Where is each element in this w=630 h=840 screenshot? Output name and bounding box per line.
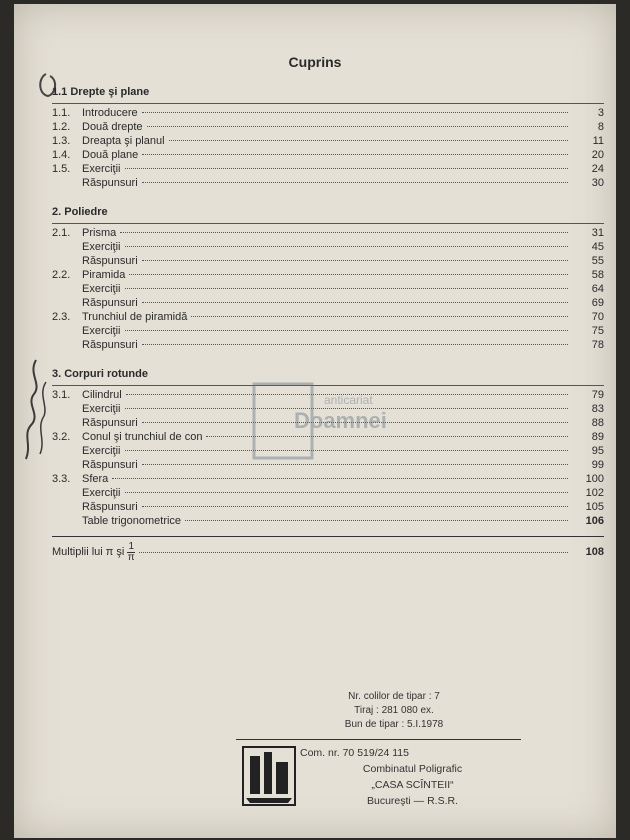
toc-label: Prisma <box>82 227 117 239</box>
pi-fraction <box>127 542 135 563</box>
imprint-print-run: Tiraj : 281 080 ex. <box>354 705 434 716</box>
toc-page: 108 <box>585 546 604 558</box>
toc-num: 3.3. <box>52 473 71 485</box>
watermark-text-top: anticariat <box>324 393 373 407</box>
toc-label: Exerciţii <box>82 241 121 253</box>
toc-label: Exerciţii <box>82 403 121 415</box>
toc-row-multiples <box>52 537 604 567</box>
toc-page: 102 <box>585 487 604 499</box>
dot-leader <box>125 168 568 169</box>
toc-label: Exerciţii <box>82 325 121 337</box>
toc-row <box>52 324 604 338</box>
toc-page: 55 <box>591 255 604 267</box>
dot-leader <box>120 232 568 233</box>
toc-label: Dreapta şi planul <box>82 135 165 147</box>
dot-leader <box>129 274 568 275</box>
book-page <box>14 4 616 838</box>
dot-leader <box>125 492 568 493</box>
toc-page: 31 <box>591 227 604 239</box>
toc-num: 1.3. <box>52 135 71 147</box>
toc-num: 2.3. <box>52 311 71 323</box>
printer-order-number: Com. nr. 70 519/24 115 <box>300 747 409 759</box>
toc-page: 3 <box>597 107 604 119</box>
toc-label <box>52 537 135 567</box>
fraction-denominator: π <box>127 551 135 563</box>
toc-label: Sfera <box>82 473 109 485</box>
toc-page: 8 <box>597 121 604 133</box>
toc-row <box>52 514 604 528</box>
dot-leader <box>142 112 568 113</box>
printer-name: Combinatul Poligrafic <box>362 763 463 775</box>
toc-page: 45 <box>591 241 604 253</box>
toc-page: 88 <box>591 417 604 429</box>
divider <box>52 103 604 104</box>
toc-row <box>52 338 604 352</box>
toc-row <box>52 268 604 282</box>
toc-label: Cilindrul <box>82 389 122 401</box>
toc-page: 20 <box>591 149 604 161</box>
toc-row <box>52 310 604 324</box>
toc-row <box>52 134 604 148</box>
toc-label: Exerciţii <box>82 487 121 499</box>
printer-block <box>300 745 525 809</box>
toc-row <box>52 254 604 268</box>
dot-leader <box>125 288 568 289</box>
toc-row <box>52 296 604 310</box>
toc-row <box>52 106 604 120</box>
toc-label: Exerciţii <box>82 445 121 457</box>
toc-label: Exerciţii <box>82 283 121 295</box>
toc-page: 83 <box>591 403 604 415</box>
dot-leader <box>142 182 568 183</box>
toc-label: Conul şi trunchiul de con <box>82 431 203 443</box>
section-heading-1: 1.1 Drepte şi plane <box>52 86 150 98</box>
toc-row <box>52 148 604 162</box>
toc-row <box>52 176 604 190</box>
toc-label: Trunchiul de piramidă <box>82 311 188 323</box>
toc-row <box>52 226 604 240</box>
toc-num: 3.1. <box>52 389 71 401</box>
printer-location: Bucureşti — R.S.R. <box>366 795 459 807</box>
toc-num: 1.2. <box>52 121 71 133</box>
toc-label: Piramida <box>82 269 126 281</box>
imprint-sheets: Nr. colilor de tipar : 7 <box>348 691 440 702</box>
toc-row <box>52 500 604 514</box>
toc-label: Răspunsuri <box>82 417 138 429</box>
toc-label: Introducere <box>82 107 138 119</box>
printer-logo <box>242 746 296 806</box>
toc-num: 1.5. <box>52 163 71 175</box>
toc-page: 78 <box>591 339 604 351</box>
toc-page: 58 <box>591 269 604 281</box>
multiples-label: Multiplii lui π şi <box>52 546 125 558</box>
dot-leader <box>142 506 568 507</box>
toc-num: 3.2. <box>52 431 71 443</box>
watermark-logo <box>252 382 414 462</box>
section-heading-3: 3. Corpuri rotunde <box>52 368 148 380</box>
page-title: Cuprins <box>288 54 342 70</box>
dot-leader <box>185 520 568 521</box>
toc-page: 69 <box>591 297 604 309</box>
toc-page: 95 <box>591 445 604 457</box>
dot-leader <box>169 140 568 141</box>
dot-leader <box>125 330 568 331</box>
imprint-block <box>269 690 519 732</box>
dot-leader <box>139 552 568 553</box>
toc-label: Răspunsuri <box>82 255 138 267</box>
toc-label: Două drepte <box>82 121 143 133</box>
dot-leader <box>112 478 568 479</box>
divider <box>236 739 521 740</box>
toc-label: Două plane <box>82 149 139 161</box>
toc-row <box>52 162 604 176</box>
toc-row <box>52 240 604 254</box>
toc-row <box>52 486 604 500</box>
toc-page: 24 <box>591 163 604 175</box>
dot-leader <box>191 316 568 317</box>
table-of-contents <box>52 84 604 567</box>
imprint-print-date: Bun de tipar : 5.I.1978 <box>344 719 444 730</box>
toc-label: Table trigonometrice <box>82 515 182 527</box>
toc-page: 64 <box>591 283 604 295</box>
toc-label: Răspunsuri <box>82 501 138 513</box>
toc-page: 70 <box>591 311 604 323</box>
toc-label: Exerciţii <box>82 163 121 175</box>
toc-page: 75 <box>591 325 604 337</box>
toc-page: 100 <box>585 473 604 485</box>
dot-leader <box>142 154 568 155</box>
toc-label: Răspunsuri <box>82 339 138 351</box>
dot-leader <box>142 344 568 345</box>
toc-row <box>52 282 604 296</box>
dot-leader <box>147 126 568 127</box>
toc-num: 2.1. <box>52 227 71 239</box>
toc-num: 1.1. <box>52 107 71 119</box>
toc-label: Răspunsuri <box>82 177 138 189</box>
toc-page: 11 <box>592 135 604 147</box>
divider <box>52 223 604 224</box>
dot-leader <box>142 302 568 303</box>
watermark-text-main: Doamnei <box>294 408 387 433</box>
handwritten-note <box>18 354 52 464</box>
toc-page: 30 <box>591 177 604 189</box>
dot-leader <box>142 464 568 465</box>
dot-leader <box>142 260 568 261</box>
toc-page: 105 <box>585 501 604 513</box>
toc-row <box>52 120 604 134</box>
fraction-numerator: 1 <box>128 540 135 552</box>
toc-page: 106 <box>585 515 604 527</box>
toc-page: 99 <box>591 459 604 471</box>
dot-leader <box>125 246 568 247</box>
printer-house: „CASA SCÎNTEII“ <box>371 779 454 791</box>
toc-page: 79 <box>591 389 604 401</box>
toc-label: Răspunsuri <box>82 459 138 471</box>
toc-num: 2.2. <box>52 269 71 281</box>
toc-row <box>52 472 604 486</box>
toc-page: 89 <box>591 431 604 443</box>
toc-label: Răspunsuri <box>82 297 138 309</box>
section-heading-2: 2. Poliedre <box>52 206 108 218</box>
toc-num: 1.4. <box>52 149 71 161</box>
